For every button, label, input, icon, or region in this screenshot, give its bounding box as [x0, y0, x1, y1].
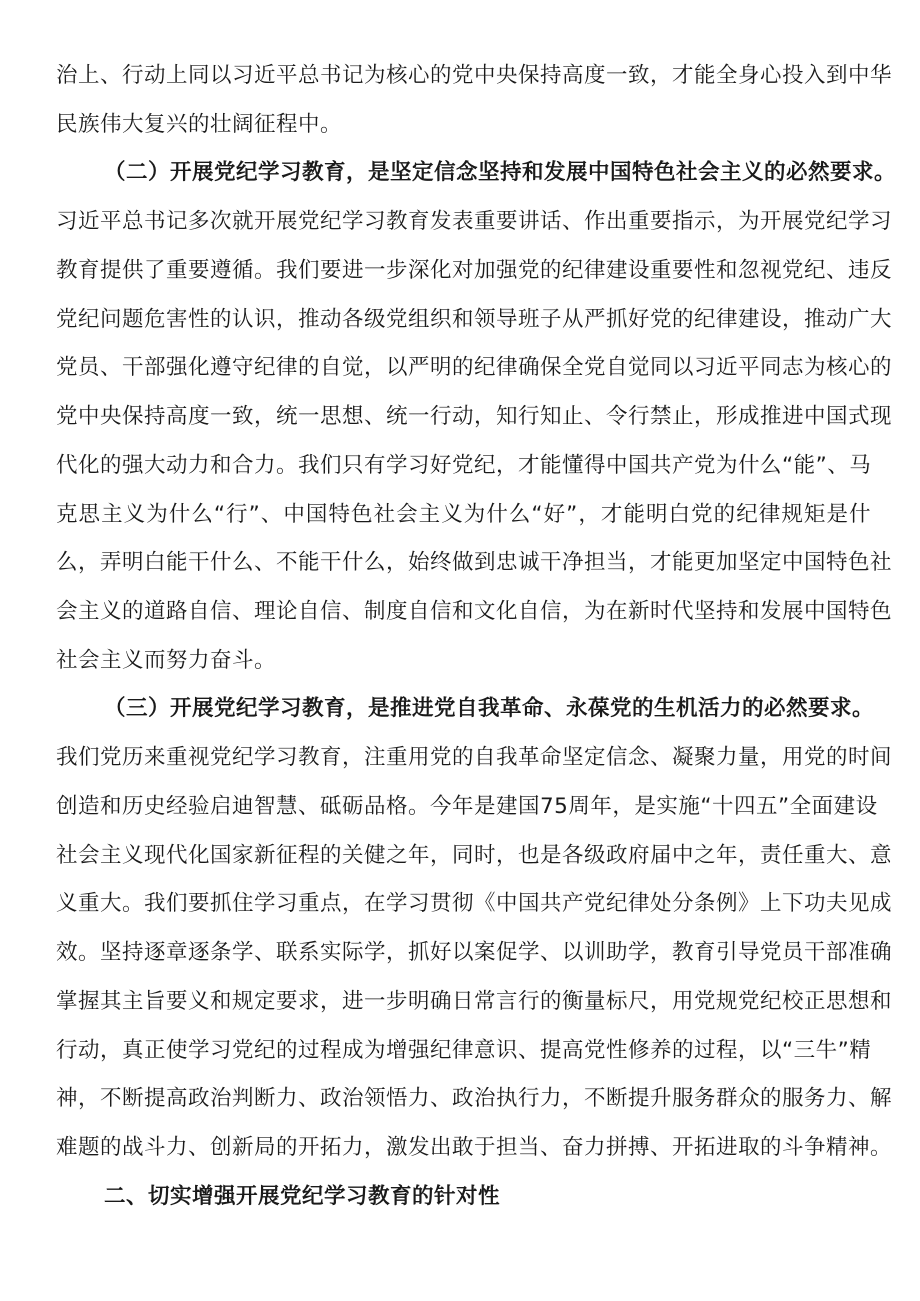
body-text-line: 么，弄明白能干什么、不能干什么，始终做到忠诚干净担当，才能更加坚定中国特色社 — [56, 550, 893, 575]
body-text-line: 会主义的道路自信、理论自信、制度自信和文化自信，为在新时代坚持和发展中国特色 — [56, 599, 893, 624]
chapter-heading-2: 二、切实增强开展党纪学习教育的针对性 — [104, 1184, 501, 1209]
body-text-line: 习近平总书记多次就开展党纪学习教育发表重要讲话、作出重要指示，为开展党纪学习 — [56, 209, 893, 234]
body-text-line: 创造和历史经验启迪智慧、砥砺品格。今年是建国75周年，是实施“十四五”全面建设 — [56, 794, 878, 819]
body-text-line: 党纪问题危害性的认识，推动各级党组织和领导班子从严抓好党的纪律建设，推动广大 — [56, 307, 893, 332]
body-text-line: 民族伟大复兴的壮阔征程中。 — [56, 112, 343, 137]
body-text-line: 治上、行动上同以习近平总书记为核心的党中央保持高度一致，才能全身心投入到中华 — [56, 63, 893, 88]
body-text-line: 党员、干部强化遵守纪律的自觉，以严明的纪律确保全党自觉同以习近平同志为核心的 — [56, 355, 893, 380]
body-text-line: 党中央保持高度一致，统一思想、统一行动，知行知止、令行禁止，形成推进中国式现 — [56, 404, 893, 429]
body-text-line: 神，不断提高政治判断力、政治领悟力、政治执行力，不断提升服务群众的服务力、解 — [56, 1086, 893, 1111]
body-text-line: 代化的强大动力和合力。我们只有学习好党纪，才能懂得中国共产党为什么“能”、马 — [56, 453, 872, 478]
body-text-line: 克思主义为什么“行”、中国特色社会主义为什么“好”，才能明白党的纪律规矩是什 — [56, 502, 871, 527]
body-text-line: 我们党历来重视党纪学习教育，注重用党的自我革命坚定信念、凝聚力量，用党的时间 — [56, 745, 893, 770]
section-heading-3: （三）开展党纪学习教育，是推进党自我革命、永葆党的生机活力的必然要求。 — [104, 696, 875, 721]
body-text-line: 社会主义而努力奋斗。 — [56, 648, 277, 673]
body-text-line: 效。坚持逐章逐条学、联系实际学，抓好以案促学、以训助学，教育引导党员干部准确 — [56, 940, 893, 965]
body-text-line: 义重大。我们要抓住学习重点，在学习贯彻《中国共产党纪律处分条例》上下功夫见成 — [56, 891, 893, 916]
body-text-line: 教育提供了重要遵循。我们要进一步深化对加强党的纪律建设重要性和忽视党纪、违反 — [56, 258, 893, 283]
body-text-line: 行动，真正使学习党纪的过程成为增强纪律意识、提高党性修养的过程，以“三牛”精 — [56, 1038, 872, 1063]
body-text-line: 掌握其主旨要义和规定要求，进一步明确日常言行的衡量标尺，用党规党纪校正思想和 — [56, 989, 893, 1014]
body-text-line: 社会主义现代化国家新征程的关健之年，同时，也是各级政府届中之年，责任重大、意 — [56, 843, 893, 868]
body-text-line: 难题的战斗力、创新局的开拓力，激发出敢于担当、奋力拼搏、开拓进取的斗争精神。 — [56, 1135, 893, 1160]
section-heading-2: （二）开展党纪学习教育，是坚定信念坚持和发展中国特色社会主义的必然要求。 — [104, 160, 897, 185]
